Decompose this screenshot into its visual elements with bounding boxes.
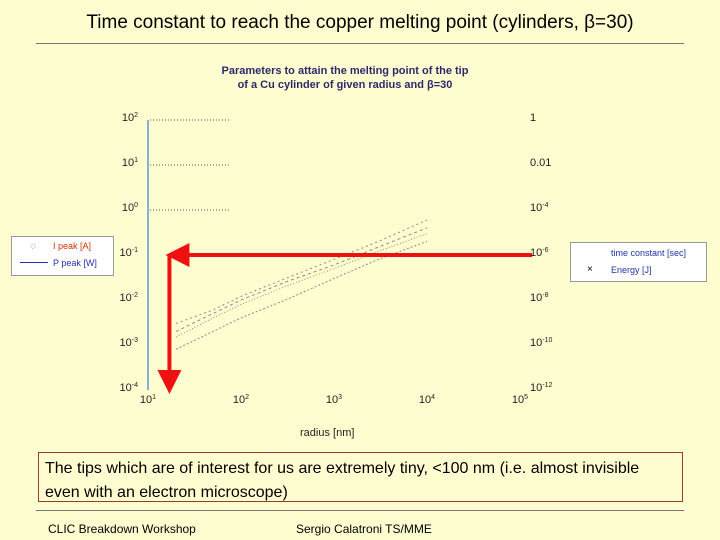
y-right-tick-base: 10 xyxy=(530,382,543,394)
x-tick-exp: 3 xyxy=(338,394,343,401)
y-right-tick xyxy=(530,157,551,169)
y-left-tick xyxy=(122,202,138,214)
x-tick xyxy=(419,394,435,406)
y-left-tick-base: 10 xyxy=(119,337,132,349)
legend-left xyxy=(11,236,114,276)
y-left-tick-base: 10 xyxy=(119,247,132,259)
footer-divider xyxy=(36,510,684,511)
y-left-tick-base: 10 xyxy=(121,157,135,169)
legend-energy: Energy [J] xyxy=(611,265,652,275)
x-tick xyxy=(233,394,249,406)
x-tick xyxy=(326,394,342,406)
x-tick-exp: 2 xyxy=(245,394,250,401)
y-right-tick xyxy=(530,337,552,349)
y-right-tick-exp: -10 xyxy=(542,337,553,344)
series-line-2 xyxy=(176,228,427,332)
y-right-tick-exp: -8 xyxy=(542,292,549,299)
y-left-tick xyxy=(120,382,138,394)
y-left-tick-exp: -3 xyxy=(131,337,138,344)
y-left-tick xyxy=(122,157,138,169)
y-right-tick xyxy=(530,202,548,214)
y-right-tick-base: 10 xyxy=(530,337,543,349)
y-left-tick-base: 10 xyxy=(121,202,135,214)
y-right-tick-exp: -12 xyxy=(542,382,553,389)
x-tick-base: 10 xyxy=(325,394,339,406)
note-box: The tips which are of interest for us are extremely tiny, <100 nm (i.e. almost invisible even with an electron microscope) xyxy=(38,452,683,502)
y-left-tick-exp: -1 xyxy=(131,247,138,254)
y-right-tick-base: 10 xyxy=(530,247,543,259)
x-axis-label: radius [nm] xyxy=(300,427,355,439)
slide-title: Time constant to reach the copper melting point (cylinders, β=30) xyxy=(86,12,634,33)
y-right-tick-exp: -4 xyxy=(542,202,549,209)
y-right-tick xyxy=(530,247,548,259)
y-left-tick xyxy=(122,112,138,124)
y-left-tick xyxy=(120,337,138,349)
x-tick-base: 10 xyxy=(418,394,432,406)
y-right-tick xyxy=(530,382,552,394)
x-tick-base: 10 xyxy=(139,394,153,406)
x-tick-exp: 4 xyxy=(431,394,436,401)
y-right-tick-base: 1 xyxy=(530,112,537,124)
y-right-tick xyxy=(530,292,548,304)
y-right-tick-base: 0.01 xyxy=(530,157,552,169)
legend-line-marker xyxy=(20,262,48,263)
y-left-tick-exp: 1 xyxy=(134,157,138,164)
y-left-tick xyxy=(120,247,138,259)
chart-title-line-2: of a Cu cylinder of given radius and β=30 xyxy=(237,79,453,91)
footer-center: Sergio Calatroni TS/MME xyxy=(296,522,432,536)
legend-circle-marker: ◌ xyxy=(30,241,36,252)
series-line-1 xyxy=(176,220,427,324)
legend-p-peak: P peak [W] xyxy=(53,258,97,268)
x-tick xyxy=(512,394,528,406)
footer-left: CLIC Breakdown Workshop xyxy=(48,522,196,536)
x-tick-exp: 1 xyxy=(152,394,157,401)
x-tick-exp: 5 xyxy=(524,394,529,401)
y-left-tick xyxy=(120,292,138,304)
x-tick-base: 10 xyxy=(232,394,246,406)
y-left-tick-base: 10 xyxy=(121,112,135,124)
chart-title-line-1: Parameters to attain the melting point of the tip xyxy=(221,65,469,77)
y-right-tick xyxy=(530,112,536,124)
y-left-tick-exp: -4 xyxy=(131,382,138,389)
y-right-tick-exp: -6 xyxy=(542,247,549,254)
y-left-tick-base: 10 xyxy=(119,292,132,304)
legend-cross-marker: × xyxy=(587,264,593,275)
x-tick-base: 10 xyxy=(511,394,525,406)
legend-right xyxy=(570,242,707,282)
y-left-tick-exp: 0 xyxy=(134,202,138,209)
series-line-3 xyxy=(176,234,427,338)
y-left-tick-exp: 2 xyxy=(134,112,138,119)
y-right-tick-base: 10 xyxy=(530,292,543,304)
legend-time-constant: time constant [sec] xyxy=(611,248,687,258)
y-right-tick-base: 10 xyxy=(530,202,543,214)
y-left-tick-exp: -2 xyxy=(131,292,138,299)
series-line-4 xyxy=(176,241,427,349)
y-left-tick-base: 10 xyxy=(119,382,132,394)
x-tick xyxy=(140,394,156,406)
legend-i-peak: I peak [A] xyxy=(53,241,92,251)
